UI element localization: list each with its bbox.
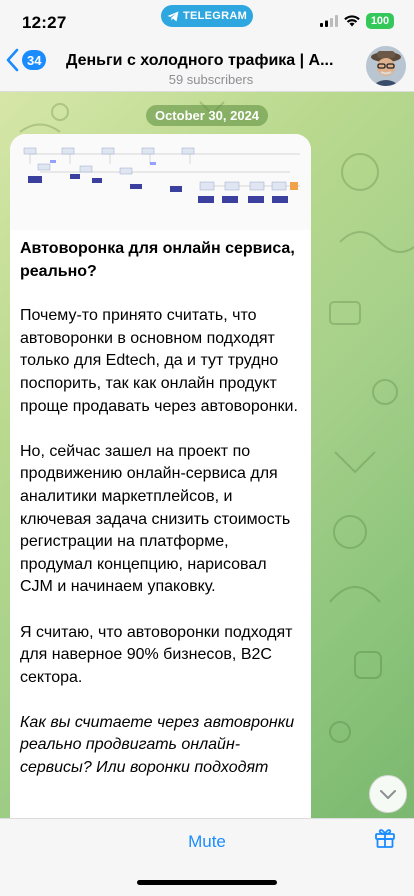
back-button[interactable] [6, 48, 46, 72]
scroll-down-icon [379, 789, 397, 800]
telegram-pill[interactable] [161, 5, 253, 27]
status-bar [0, 0, 414, 40]
telegram-icon [167, 11, 179, 22]
back-chevron-icon [6, 48, 20, 72]
telegram-pill-label: TELEGRAM [182, 10, 248, 22]
signal-icon [320, 15, 338, 27]
post-image[interactable] [10, 134, 311, 230]
wifi-icon [344, 15, 360, 27]
unread-count-badge: 34 [22, 50, 46, 70]
home-indicator [137, 880, 277, 885]
chat-header [0, 40, 414, 92]
scroll-down-button[interactable] [369, 775, 407, 813]
post-paragraph: Но, сейчас зашел на проект по продвижению онлайн-сервиса для аналитики маркетплейсов, и ключевая задача снизить стоимость регистрации на платформе, продумал концепцию, нарисовал CJM и начинаем упаковку. [20, 442, 291, 596]
subscriber-count: 59 subscribers [168, 72, 254, 87]
post-text [20, 238, 302, 802]
gift-button[interactable] [374, 827, 396, 854]
battery-indicator: 100 [366, 13, 394, 29]
gift-icon [374, 827, 396, 849]
post-title: Автоворонка для онлайн сервиса, реально? [20, 240, 295, 280]
mute-button[interactable]: Mute [188, 832, 226, 851]
clock: 12:27 [22, 13, 67, 32]
channel-post[interactable] [10, 134, 311, 834]
channel-title[interactable]: Деньги с холодного трафика | А... [66, 52, 334, 69]
post-paragraph: Я считаю, что автоворонки подходят для наверное 90% бизнесов, B2C сектора. [20, 623, 293, 686]
status-icons [320, 13, 394, 29]
channel-avatar[interactable] [366, 46, 406, 86]
post-paragraph: Почему-то принято считать, что автоворонки в основном подходят только для Edtech, да и тут трудно поспорить, так как онлайн продукт проще продавать через автоворонки. [20, 307, 298, 415]
date-separator: October 30, 2024 [146, 105, 268, 126]
cjm-diagram-preview [10, 134, 311, 230]
post-paragraph: Как вы считаете через автовронки реально продвигать онлайн-сервисы? Или воронки подходят [20, 713, 295, 777]
avatar-image [366, 46, 406, 86]
